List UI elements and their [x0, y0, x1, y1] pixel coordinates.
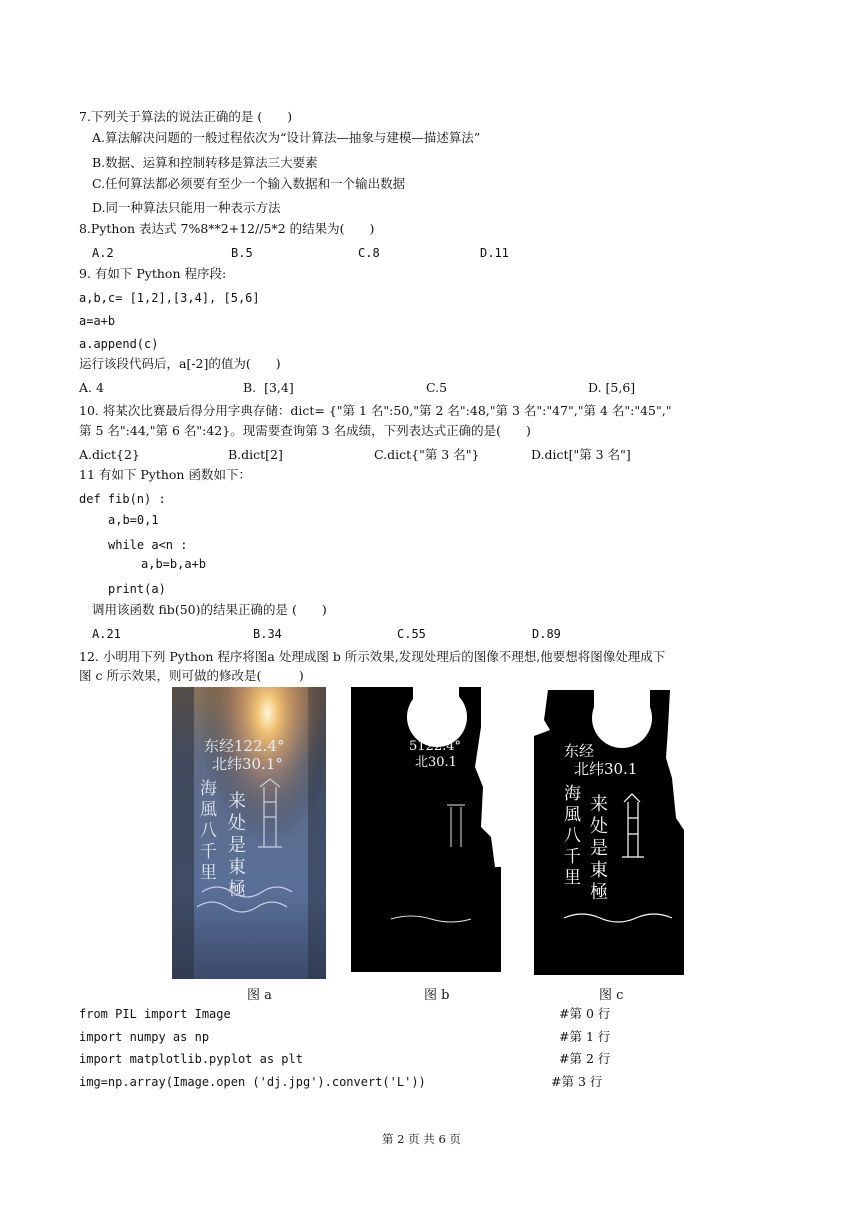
q9-option-d: D. [5,6] — [588, 380, 636, 395]
q11-ask: 调用该函数 fib(50)的结果正确的是 ( ) — [92, 602, 327, 617]
q9-code-line: a.append(c) — [79, 337, 159, 351]
q11-stem: 11 有如下 Python 函数如下： — [79, 467, 251, 482]
q8-option-b: B.5 — [231, 246, 253, 260]
q11-code-line: a,b=0,1 — [108, 513, 159, 527]
figure-c-text: 处 — [590, 816, 608, 837]
q11-code-line: print(a) — [108, 582, 166, 596]
q11-code-line: a,b=b,a+b — [141, 557, 207, 571]
q11-option-d: D.89 — [532, 627, 561, 641]
q11-option-c: C.55 — [397, 627, 426, 641]
figure-a-text: 北纬30.1° — [212, 755, 283, 773]
figure-a-caption: 图 a — [247, 988, 272, 1003]
q10-option-a: A.dict{2} — [79, 447, 140, 462]
q12-code-line: img=np.array(Image.open ('dj.jpg').convert('L')) — [79, 1075, 426, 1089]
q7-option-c: C.任何算法都必须要有至少一个输入数据和一个输出数据 — [92, 176, 406, 191]
figure-a-text: 東 — [228, 857, 246, 878]
figure-a-text: 極 — [228, 879, 246, 900]
q7-option-b: B.数据、运算和控制转移是算法三大要素 — [92, 155, 318, 170]
q9-ask: 运行该段代码后，a[-2]的值为( ) — [79, 356, 281, 371]
q10-option-c: C.dict{"第 3 名"} — [374, 447, 480, 462]
figure-a-text: 風 — [200, 800, 217, 820]
photo-figure-c — [534, 690, 684, 975]
q9-option-a: A. 4 — [79, 380, 104, 395]
q10-option-d: D.dict["第 3 名"] — [531, 447, 631, 462]
page-footer: 第 2 页 共 6 页 — [382, 1132, 461, 1146]
figure-c-text: 風 — [564, 805, 581, 825]
figure-c-caption: 图 c — [599, 988, 624, 1003]
q11-code-line: def fib(n) : — [79, 492, 166, 506]
q10-stem-line1: 10. 将某次比赛最后得分用字典存储：dict= {"第 1 名":50,"第 2 名":48,"第 3 名":"47","第 4 名":"45"," — [79, 403, 672, 418]
figure-b-caption: 图 b — [424, 988, 450, 1003]
q9-stem: 9. 有如下 Python 程序段: — [79, 266, 227, 281]
q12-code-comment: #第 3 行 — [551, 1074, 603, 1089]
figure-b-text: 5122.4° — [409, 739, 461, 754]
q12-code-line: from PIL import Image — [79, 1007, 231, 1021]
q9-code-line: a=a+b — [79, 314, 116, 328]
figure-a-text: 来 — [228, 791, 246, 812]
figure-c-text: 極 — [590, 882, 608, 903]
figure-c-text: 来 — [590, 794, 608, 815]
figure-c-text: 八 — [564, 826, 581, 846]
q8-option-d: D.11 — [480, 246, 509, 260]
q8-stem: 8.Python 表达式 7%8**2+12//5*2 的结果为( ) — [79, 221, 375, 236]
q9-option-c: C.5 — [426, 380, 448, 395]
q12-code-comment: #第 2 行 — [559, 1051, 611, 1066]
q8-option-c: C.8 — [358, 246, 380, 260]
figure-a-text: 千 — [200, 842, 217, 862]
q12-code-line: import numpy as np — [79, 1030, 210, 1044]
q11-code-line: while a<n : — [108, 538, 188, 552]
figure-a-text: 东经122.4° — [204, 737, 285, 755]
q8-option-a: A.2 — [92, 246, 114, 260]
photo-figure-b — [351, 687, 501, 972]
figure-a-text: 处 — [228, 813, 246, 834]
q11-option-a: A.21 — [92, 627, 121, 641]
figure-a-text: 八 — [200, 821, 217, 841]
figure-c-text: 里 — [564, 868, 581, 888]
q12-stem-line2: 图 c 所示效果，则可做的修改是( ) — [79, 668, 304, 683]
figure-a-text: 里 — [200, 863, 217, 883]
q12-stem-line1: 12. 小明用下列 Python 程序将图a 处理成图 b 所示效果,发现处理后的图像不理想,他要想将图像处理成下 — [79, 649, 666, 664]
figure-c-text: 東 — [590, 860, 608, 881]
q12-code-line: import matplotlib.pyplot as plt — [79, 1052, 303, 1066]
figure-c-text: 海 — [564, 784, 581, 804]
q12-code-comment: #第 1 行 — [559, 1029, 611, 1044]
figure-b-text: 北30.1 — [415, 755, 457, 770]
figure-c-text: 是 — [590, 838, 608, 859]
q7-stem: 7.下列关于算法的说法正确的是 ( ) — [79, 109, 293, 124]
figure-a-text: 是 — [228, 835, 246, 856]
figure-c-text: 千 — [564, 847, 581, 867]
q9-code-line: a,b,c= [1,2],[3,4], [5,6] — [79, 291, 260, 305]
q7-option-d: D.同一种算法只能用一种表示方法 — [92, 200, 281, 215]
q10-option-b: B.dict[2] — [228, 447, 283, 462]
figure-c-text: 东经 — [564, 742, 595, 760]
q11-option-b: B.34 — [253, 627, 282, 641]
figure-a-text: 海 — [200, 779, 217, 799]
q10-stem-line2: 第 5 名":44,"第 6 名":42}。现需要查询第 3 名成绩，下列表达式正确的是( ) — [79, 423, 531, 438]
q12-code-comment: #第 0 行 — [559, 1006, 611, 1021]
photo-figure-a — [172, 687, 326, 979]
q7-option-a: A.算法解决问题的一般过程依次为“设计算法—抽象与建模—描述算法” — [92, 130, 481, 145]
figure-c-text: 北纬30.1 — [574, 760, 638, 778]
q9-option-b: B. [3,4] — [243, 380, 294, 395]
